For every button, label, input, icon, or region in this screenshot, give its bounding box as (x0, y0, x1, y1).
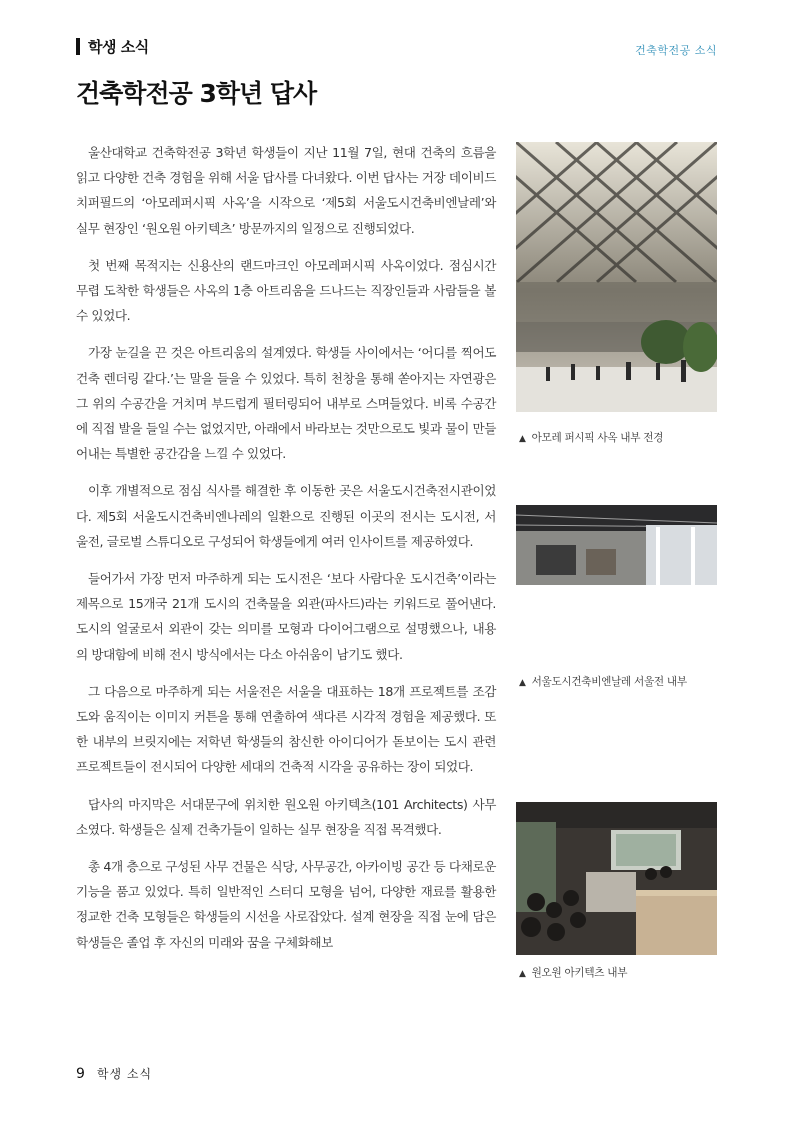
paragraph-3: 가장 눈길을 끈 것은 아트리움의 설계였다. 학생들 사이에서는 ‘어디를 찍어도 건축 렌더링 같다.’는 말을 들을 수 있었다. 특히 천창을 통해 쏟아지는 자연광은 그 위의 수공간을 거치며 부드럽게 필터링되어 내부로 스며들었다. 비록 수공간에 직접 발을 들일 수는 없었지만, 아래에서 바라보는 것만으로도 빛과 물이 만들어내는 특별한 공간감을 느낄 수 있었다. (76, 345, 496, 462)
running-header: 건축학전공 소식 (635, 44, 717, 57)
footer-label: 학생 소식 (96, 1067, 153, 1081)
paragraph-5: 들어가서 가장 먼저 마주하게 되는 도시전은 ‘보다 사람다운 도시건축’이라는 제목으로 15개국 21개 도시의 건축물을 외관(파사드)라는 키워드로 풀어낸다. 도시의 얼굴로서 외관이 갖는 의미를 모형과 다이어그램으로 설명했으나, 내용의 방대함에 비해 전시 방식에서는 다소 아쉬움이 남기도 했다. (76, 571, 496, 662)
page-footer (76, 1065, 152, 1082)
caption-text: 원오원 아키텍츠 내부 (531, 967, 628, 979)
page-number: 9 (76, 1066, 85, 1082)
article-title: 건축학전공 3학년 답사 (76, 79, 317, 108)
paragraph-7: 답사의 마지막은 서대문구에 위치한 원오원 아키텍츠(101 Architects) 사무소였다. 학생들은 실제 건축가들이 일하는 실무 현장을 직접 목격했다. (76, 796, 496, 837)
caption-marker-icon: ▲ (519, 678, 526, 688)
office-photo (516, 802, 717, 955)
exhibition-photo (516, 505, 717, 585)
atrium-photo (516, 142, 717, 412)
section-header (76, 36, 149, 57)
caption-marker-icon: ▲ (519, 969, 526, 979)
caption-text: 아모레 퍼시픽 사옥 내부 전경 (531, 432, 664, 444)
caption-marker-icon: ▲ (519, 434, 526, 444)
paragraph-4: 이후 개별적으로 점심 식사를 해결한 후 이동한 곳은 서울도시건축전시관이었다. 제5회 서울도시건축비엔나레의 일환으로 진행된 이곳의 전시는 도시전, 서울전, 글로벌 스튜디오로 구성되어 학생들에게 여러 인사이트를 제공하였다. (76, 483, 496, 549)
paragraph-1: 울산대학교 건축학전공 3학년 학생들이 지난 11월 7일, 현대 건축의 흐름을 읽고 다양한 건축 경험을 위해 서울 답사를 다녀왔다. 이번 답사는 거장 데이비드 치퍼필드의 ‘아모레퍼시픽 사옥’을 시작으로 ‘제5회 서울도시건축비엔날레’와 실무 현장인 ‘원오원 아키텍츠’ 방문까지의 일정으로 진행되었다. (76, 145, 496, 236)
section-bar (76, 38, 80, 55)
caption-exhibition (519, 674, 687, 689)
caption-text: 서울도시건축비엔날레 서울전 내부 (531, 676, 687, 688)
caption-atrium (519, 430, 663, 445)
paragraph-8: 총 4개 층으로 구성된 사무 건물은 식당, 사무공간, 아카이빙 공간 등 다채로운 기능을 품고 있었다. 특히 일반적인 스터디 모형을 넘어, 다양한 재료를 활용한 정교한 건축 모형들은 학생들의 시선을 사로잡았다. 설계 현장을 직접 눈에 담은 학생들은 졸업 후 자신의 미래와 꿈을 구체화해보 (76, 859, 496, 950)
caption-office (519, 965, 627, 980)
paragraph-2: 첫 번째 목적지는 신용산의 랜드마크인 아모레퍼시픽 사옥이었다. 점심시간 무렵 도착한 학생들은 사옥의 1층 아트리움을 드나드는 직장인들과 사람들을 볼 수 있었다. (76, 257, 496, 324)
paragraph-6: 그 다음으로 마주하게 되는 서울전은 서울을 대표하는 18개 프로젝트를 조감도와 움직이는 이미지 커튼을 통해 연출하여 색다른 시각적 경험을 제공했다. 또한 내부의 브릿지에는 저학년 학생들의 참신한 아이디어가 돋보이는 도시 관련 프로젝트들이 전시되어 다양한 세대의 건축적 시각을 공유하는 장이 되었다. (76, 683, 496, 775)
section-label: 학생 소식 (88, 38, 149, 56)
article-body (76, 140, 496, 967)
